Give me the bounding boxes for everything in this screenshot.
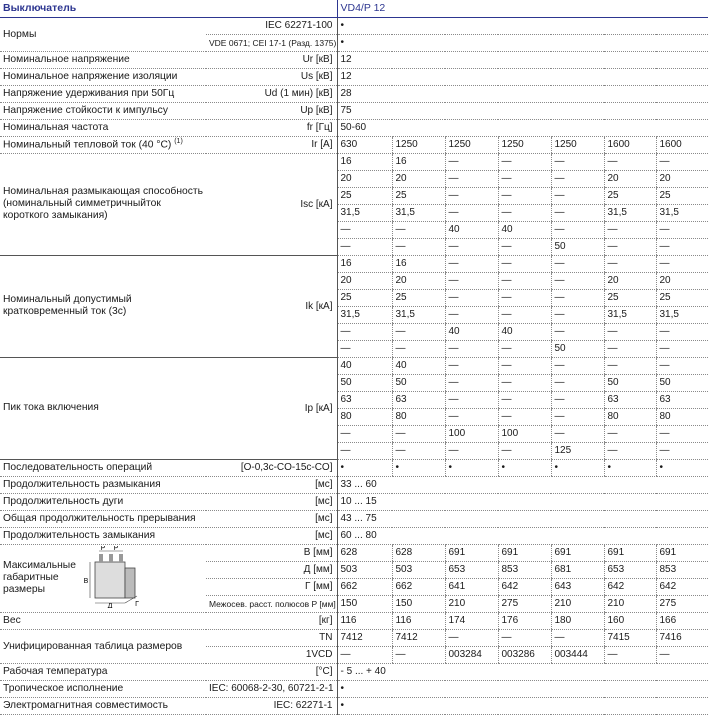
value-cell: —: [498, 357, 551, 374]
table-row: [0, 612, 708, 629]
value-cell: —: [337, 425, 392, 442]
value-cell: 28: [337, 85, 708, 102]
value-cell: —: [604, 340, 656, 357]
value-cell: 003444: [551, 646, 604, 663]
value-cell: —: [656, 357, 708, 374]
dimensions-label: [0, 544, 206, 612]
value-cell: 691: [445, 544, 498, 561]
value-cell: 33 ... 60: [337, 476, 708, 493]
value-cell: —: [551, 629, 604, 646]
value-cell: 174: [445, 612, 498, 629]
value-cell: 681: [551, 561, 604, 578]
value-cell: —: [551, 306, 604, 323]
value-cell: 641: [445, 578, 498, 595]
value-cell: 180: [551, 612, 604, 629]
value-cell: 50: [656, 374, 708, 391]
value-cell: —: [551, 289, 604, 306]
value-cell: 43 ... 75: [337, 510, 708, 527]
value-cell: 80: [656, 408, 708, 425]
value-cell: 1600: [604, 136, 656, 153]
value-cell: 16: [337, 255, 392, 272]
table-row: [0, 510, 708, 527]
table-row: [0, 357, 708, 374]
value-cell: •: [445, 459, 498, 476]
value-cell: 31,5: [337, 204, 392, 221]
value-cell: 642: [604, 578, 656, 595]
value-cell: 10 ... 15: [337, 493, 708, 510]
value-cell: —: [337, 646, 392, 663]
value-cell: 63: [656, 391, 708, 408]
value-cell: —: [445, 442, 498, 459]
value-cell: —: [498, 340, 551, 357]
value-cell: —: [604, 646, 656, 663]
value-cell: —: [498, 187, 551, 204]
value-cell: 50: [551, 340, 604, 357]
value-cell: 125: [551, 442, 604, 459]
value-cell: 50: [551, 238, 604, 255]
dimensions-text: Максимальные габаритные размеры: [3, 560, 76, 595]
value-cell: •: [604, 459, 656, 476]
unit-label: [°C]: [206, 663, 337, 680]
value-cell: —: [656, 153, 708, 170]
unit-label: Up [кВ]: [206, 102, 337, 119]
value-cell: 853: [656, 561, 708, 578]
param-label: Электромагнитная совместимость: [0, 697, 206, 714]
value-cell: •: [337, 697, 708, 714]
unit-label: Ir [A]: [206, 136, 337, 153]
value-cell: 20: [337, 272, 392, 289]
value-cell: —: [445, 187, 498, 204]
param-label: Последовательность операций: [0, 459, 206, 476]
value-cell: —: [445, 408, 498, 425]
value-cell: 31,5: [392, 204, 445, 221]
value-cell: 653: [445, 561, 498, 578]
value-cell: 16: [392, 153, 445, 170]
value-cell: 150: [392, 595, 445, 612]
value-cell: 25: [656, 289, 708, 306]
value-cell: —: [551, 153, 604, 170]
value-cell: —: [604, 153, 656, 170]
table-row: [0, 680, 708, 697]
value-cell: 50: [392, 374, 445, 391]
header-row: [0, 0, 708, 17]
value-cell: —: [656, 340, 708, 357]
fig-label-d: Г: [135, 600, 139, 608]
value-cell: —: [445, 238, 498, 255]
table-row: [0, 85, 708, 102]
unit-label: Г [мм]: [206, 578, 337, 595]
param-label: Продолжительность замыкания: [0, 527, 206, 544]
param-label: Общая продолжительность прерывания: [0, 510, 206, 527]
breaking-capacity-label: Номинальная размыкающая способность (номинальный симметричныйток короткого замыкания): [0, 153, 206, 255]
value-cell: 12: [337, 68, 708, 85]
unit-label: [мс]: [206, 493, 337, 510]
value-cell: 40: [445, 221, 498, 238]
value-cell: 31,5: [604, 306, 656, 323]
value-cell: 662: [337, 578, 392, 595]
unit-label: Ud (1 мин) [кВ]: [206, 85, 337, 102]
table-row: [0, 136, 708, 153]
value-cell: 1250: [392, 136, 445, 153]
value-cell: 691: [604, 544, 656, 561]
value-cell: —: [445, 340, 498, 357]
table-row: [0, 663, 708, 680]
value-cell: 210: [604, 595, 656, 612]
value-cell: —: [445, 374, 498, 391]
param-label: Продолжительность дуги: [0, 493, 206, 510]
table-row: [0, 255, 708, 272]
value-cell: 7415: [604, 629, 656, 646]
param-label: Нормы: [0, 17, 206, 51]
value-cell: 003286: [498, 646, 551, 663]
param-label: Тропическое исполнение: [0, 680, 206, 697]
unit-label: B [мм]: [206, 544, 337, 561]
value-cell: —: [392, 442, 445, 459]
short-time-current-label: Номинальный допустимый кратковременный ток (3с): [0, 255, 206, 357]
fig-label-p2: P: [113, 545, 119, 552]
thermal-label: Номинальный тепловой ток (40 °C): [3, 139, 175, 151]
value-cell: —: [551, 323, 604, 340]
value-cell: 20: [656, 272, 708, 289]
unified-label: Унифицированная таблица размеров: [0, 629, 206, 663]
value-cell: —: [551, 204, 604, 221]
value-cell: 7412: [337, 629, 392, 646]
value-cell: —: [498, 289, 551, 306]
value-cell: 116: [392, 612, 445, 629]
value-cell: 160: [604, 612, 656, 629]
unit-label: VDE 0671; CEI 17-1 (Разд. 1375): [206, 34, 337, 51]
value-cell: —: [445, 391, 498, 408]
value-cell: —: [445, 204, 498, 221]
value-cell: 210: [445, 595, 498, 612]
value-cell: 25: [392, 187, 445, 204]
value-cell: 176: [498, 612, 551, 629]
value-cell: —: [551, 170, 604, 187]
table-row: [0, 476, 708, 493]
value-cell: —: [656, 255, 708, 272]
table-row: [0, 459, 708, 476]
value-cell: 75: [337, 102, 708, 119]
unit-label: Ip [кА]: [206, 357, 337, 459]
value-cell: 20: [656, 170, 708, 187]
value-cell: 50: [337, 374, 392, 391]
value-cell: 7412: [392, 629, 445, 646]
value-cell: —: [656, 425, 708, 442]
value-cell: 40: [392, 357, 445, 374]
value-cell: 60 ... 80: [337, 527, 708, 544]
value-cell: •: [656, 459, 708, 476]
value-cell: —: [498, 306, 551, 323]
value-cell: 503: [392, 561, 445, 578]
value-cell: 25: [337, 289, 392, 306]
value-cell: 20: [337, 170, 392, 187]
param-label: Вес: [0, 612, 206, 629]
value-cell: 003284: [445, 646, 498, 663]
fig-label-h: B: [83, 577, 89, 585]
value-cell: —: [498, 442, 551, 459]
value-cell: 150: [337, 595, 392, 612]
value-cell: —: [445, 272, 498, 289]
unit-label: Isc [кА]: [206, 153, 337, 255]
table-row: [0, 17, 708, 34]
value-cell: 100: [498, 425, 551, 442]
table-row: [0, 153, 708, 170]
value-cell: —: [551, 408, 604, 425]
value-cell: —: [498, 408, 551, 425]
value-cell: 853: [498, 561, 551, 578]
value-cell: —: [498, 153, 551, 170]
value-cell: 31,5: [604, 204, 656, 221]
value-cell: —: [604, 238, 656, 255]
value-cell: —: [337, 323, 392, 340]
value-cell: —: [392, 238, 445, 255]
value-cell: —: [445, 357, 498, 374]
value-cell: 20: [604, 170, 656, 187]
param-label: Номинальное напряжение изоляции: [0, 68, 206, 85]
header-model: VD4/P 12: [337, 0, 708, 17]
value-cell: 691: [498, 544, 551, 561]
table-row: [0, 102, 708, 119]
value-cell: —: [392, 646, 445, 663]
value-cell: —: [498, 374, 551, 391]
value-cell: 643: [551, 578, 604, 595]
value-cell: 63: [604, 391, 656, 408]
value-cell: 25: [392, 289, 445, 306]
value-cell: 31,5: [656, 204, 708, 221]
param-label: Номинальная частота: [0, 119, 206, 136]
value-cell: 630: [337, 136, 392, 153]
value-cell: —: [551, 374, 604, 391]
value-cell: 166: [656, 612, 708, 629]
unit-label: Д [мм]: [206, 561, 337, 578]
value-cell: —: [498, 391, 551, 408]
unit-label: Ur [кВ]: [206, 51, 337, 68]
value-cell: 691: [551, 544, 604, 561]
value-cell: 20: [392, 170, 445, 187]
value-cell: 275: [498, 595, 551, 612]
value-cell: 653: [604, 561, 656, 578]
value-cell: 20: [392, 272, 445, 289]
value-cell: —: [337, 221, 392, 238]
param-label: Напряжение стойкости к импульсу: [0, 102, 206, 119]
table-row: [0, 629, 708, 646]
value-cell: •: [392, 459, 445, 476]
value-cell: —: [551, 391, 604, 408]
value-cell: —: [498, 629, 551, 646]
value-cell: 12: [337, 51, 708, 68]
param-label: Напряжение удерживания при 50Гц: [0, 85, 206, 102]
value-cell: —: [498, 272, 551, 289]
value-cell: 25: [604, 187, 656, 204]
value-cell: —: [445, 629, 498, 646]
unit-label: fr [Гц]: [206, 119, 337, 136]
value-cell: 80: [337, 408, 392, 425]
value-cell: 31,5: [392, 306, 445, 323]
value-cell: •: [551, 459, 604, 476]
value-cell: —: [551, 187, 604, 204]
value-cell: —: [445, 153, 498, 170]
value-cell: •: [337, 459, 392, 476]
value-cell: —: [656, 442, 708, 459]
value-cell: 691: [656, 544, 708, 561]
value-cell: 40: [498, 323, 551, 340]
value-cell: —: [392, 323, 445, 340]
value-cell: —: [445, 255, 498, 272]
value-cell: 642: [656, 578, 708, 595]
unit-label: TN: [206, 629, 337, 646]
value-cell: —: [551, 425, 604, 442]
table-row: [0, 527, 708, 544]
unit-label: Us [кВ]: [206, 68, 337, 85]
unit-label: [мс]: [206, 510, 337, 527]
fig-label-p1: P: [100, 545, 106, 552]
value-cell: —: [604, 323, 656, 340]
table-row: [0, 119, 708, 136]
value-cell: —: [392, 340, 445, 357]
value-cell: —: [656, 238, 708, 255]
value-cell: 642: [498, 578, 551, 595]
unit-label: Ik [кА]: [206, 255, 337, 357]
value-cell: —: [498, 238, 551, 255]
value-cell: 20: [604, 272, 656, 289]
fig-label-w: Д: [107, 602, 113, 608]
table-row: [0, 68, 708, 85]
param-label: Рабочая температура: [0, 663, 206, 680]
value-cell: 7416: [656, 629, 708, 646]
value-cell: •: [337, 680, 708, 697]
value-cell: —: [392, 425, 445, 442]
value-cell: 1600: [656, 136, 708, 153]
value-cell: —: [445, 306, 498, 323]
dimension-diagram-icon: [81, 546, 143, 611]
value-cell: —: [656, 221, 708, 238]
value-cell: —: [551, 272, 604, 289]
value-cell: 31,5: [337, 306, 392, 323]
value-cell: 275: [656, 595, 708, 612]
param-label: Номинальное напряжение: [0, 51, 206, 68]
value-cell: 1250: [551, 136, 604, 153]
table-row: [0, 493, 708, 510]
value-cell: 16: [392, 255, 445, 272]
value-cell: 1250: [498, 136, 551, 153]
value-cell: •: [498, 459, 551, 476]
value-cell: 16: [337, 153, 392, 170]
value-cell: 31,5: [656, 306, 708, 323]
unit-label: IEC 62271-100: [206, 17, 337, 34]
param-label: [0, 136, 206, 153]
value-cell: 40: [445, 323, 498, 340]
value-cell: 116: [337, 612, 392, 629]
value-cell: 80: [392, 408, 445, 425]
value-cell: —: [604, 357, 656, 374]
value-cell: 63: [337, 391, 392, 408]
value-cell: 1250: [445, 136, 498, 153]
param-label: Продолжительность размыкания: [0, 476, 206, 493]
value-cell: 503: [337, 561, 392, 578]
value-cell: 80: [604, 408, 656, 425]
value-cell: 25: [337, 187, 392, 204]
value-cell: —: [604, 221, 656, 238]
value-cell: —: [551, 255, 604, 272]
value-cell: 100: [445, 425, 498, 442]
table-row: [0, 51, 708, 68]
value-cell: —: [551, 357, 604, 374]
header-title: Выключатель: [0, 0, 337, 17]
footnote-ref: (1): [174, 138, 183, 146]
value-cell: —: [445, 170, 498, 187]
value-cell: 25: [604, 289, 656, 306]
value-cell: 210: [551, 595, 604, 612]
value-cell: —: [604, 425, 656, 442]
unit-label: IEC: 62271-1: [206, 697, 337, 714]
value-cell: 628: [337, 544, 392, 561]
value-cell: —: [656, 323, 708, 340]
peak-current-label: Пик тока включения: [0, 357, 206, 459]
value-cell: 662: [392, 578, 445, 595]
table-row: [0, 544, 708, 561]
value-cell: —: [498, 170, 551, 187]
value-cell: —: [498, 204, 551, 221]
value-cell: 628: [392, 544, 445, 561]
unit-label: [O-0,3c-CO-15c-CO]: [206, 459, 337, 476]
value-cell: 40: [498, 221, 551, 238]
value-cell: - 5 ... + 40: [337, 663, 708, 680]
unit-label: IEC: 60068-2-30, 60721-2-1: [206, 680, 337, 697]
value-cell: —: [337, 340, 392, 357]
value-cell: —: [337, 238, 392, 255]
value-cell: —: [392, 221, 445, 238]
value-cell: 63: [392, 391, 445, 408]
value-cell: —: [445, 289, 498, 306]
unit-label: 1VCD: [206, 646, 337, 663]
value-cell: 40: [337, 357, 392, 374]
value-cell: —: [604, 255, 656, 272]
unit-label: [кг]: [206, 612, 337, 629]
value-cell: —: [656, 646, 708, 663]
unit-label: [мс]: [206, 527, 337, 544]
value-cell: —: [498, 255, 551, 272]
value-cell: —: [604, 442, 656, 459]
value-cell: •: [337, 17, 708, 34]
value-cell: •: [337, 34, 708, 51]
value-cell: 25: [656, 187, 708, 204]
value-cell: —: [337, 442, 392, 459]
unit-label: Межосев. расст. полюсов P [мм]: [206, 595, 337, 612]
value-cell: —: [551, 221, 604, 238]
value-cell: 50-60: [337, 119, 708, 136]
value-cell: 50: [604, 374, 656, 391]
unit-label: [мс]: [206, 476, 337, 493]
